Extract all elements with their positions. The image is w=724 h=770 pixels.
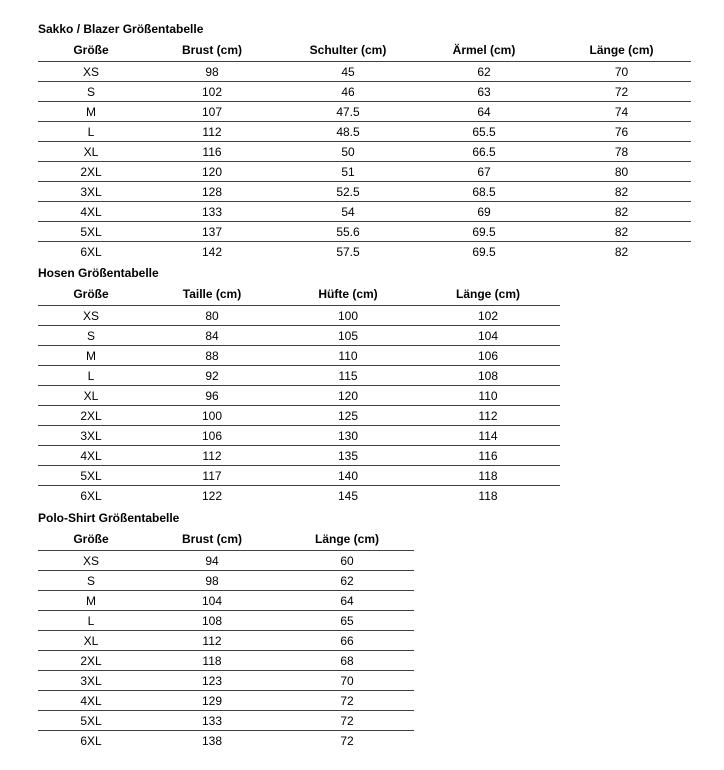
table-row bbox=[38, 571, 414, 591]
measurement-cell: 115 bbox=[338, 368, 358, 383]
size-cell: 4XL bbox=[80, 448, 102, 463]
table-row bbox=[38, 446, 560, 466]
table-header-row bbox=[38, 529, 414, 551]
size-cell: XL bbox=[83, 144, 99, 159]
column-header: Größe bbox=[73, 43, 109, 57]
size-cell: M bbox=[86, 104, 96, 119]
size-cell: L bbox=[87, 124, 95, 139]
measurement-cell: 120 bbox=[337, 388, 359, 403]
size-cell: 6XL bbox=[80, 244, 102, 259]
table-row bbox=[38, 731, 414, 751]
measurement-cell: 46 bbox=[341, 84, 355, 99]
size-cell: 4XL bbox=[80, 204, 102, 219]
size-cell: XL bbox=[83, 633, 99, 648]
size-cell: S bbox=[86, 573, 95, 588]
column-header: Schulter (cm) bbox=[309, 43, 387, 57]
measurement-cell: 72 bbox=[614, 84, 629, 99]
measurement-cell: 123 bbox=[201, 673, 223, 688]
column-header: Brust (cm) bbox=[181, 43, 242, 57]
table-row bbox=[38, 551, 414, 571]
measurement-cell: 69 bbox=[477, 204, 491, 219]
column-header: Hüfte (cm) bbox=[318, 287, 378, 301]
measurement-cell: 60 bbox=[340, 553, 354, 568]
measurement-cell: 112 bbox=[202, 124, 222, 139]
measurement-cell: 112 bbox=[478, 408, 498, 423]
table-row bbox=[38, 426, 560, 446]
measurement-cell: 94 bbox=[205, 553, 219, 568]
table-row bbox=[38, 386, 560, 406]
table-row bbox=[38, 162, 691, 182]
size-cell: 2XL bbox=[80, 408, 102, 423]
size-cell: 4XL bbox=[80, 693, 102, 708]
size-cell: XS bbox=[82, 308, 99, 323]
table-row bbox=[38, 486, 560, 506]
table-row bbox=[38, 406, 560, 426]
measurement-cell: 118 bbox=[478, 468, 498, 483]
column-header: Länge (cm) bbox=[314, 532, 379, 546]
size-cell: 3XL bbox=[80, 428, 102, 443]
table-row bbox=[38, 591, 414, 611]
measurement-cell: 45 bbox=[341, 64, 355, 79]
table-row bbox=[38, 466, 560, 486]
pants-size-table bbox=[38, 284, 560, 505]
measurement-cell: 66.5 bbox=[472, 144, 496, 159]
measurement-cell: 48.5 bbox=[336, 124, 360, 139]
measurement-cell: 72 bbox=[340, 713, 354, 728]
size-cell: 5XL bbox=[80, 468, 102, 483]
blazer-table-title: Sakko / Blazer Größentabelle bbox=[38, 22, 204, 36]
measurement-cell: 68 bbox=[340, 653, 354, 668]
table-row bbox=[38, 631, 414, 651]
measurement-cell: 110 bbox=[478, 388, 498, 403]
measurement-cell: 72 bbox=[340, 693, 354, 708]
size-cell: L bbox=[87, 368, 95, 383]
table-row bbox=[38, 222, 691, 242]
table-header-row bbox=[38, 284, 560, 306]
measurement-cell: 133 bbox=[201, 713, 223, 728]
table-row bbox=[38, 671, 414, 691]
measurement-cell: 84 bbox=[205, 328, 219, 343]
measurement-cell: 129 bbox=[201, 693, 223, 708]
size-cell: 5XL bbox=[80, 713, 102, 728]
measurement-cell: 57.5 bbox=[336, 244, 360, 259]
table-row bbox=[38, 611, 414, 631]
measurement-cell: 106 bbox=[477, 348, 499, 363]
size-cell: XL bbox=[83, 388, 99, 403]
measurement-cell: 62 bbox=[340, 573, 354, 588]
measurement-cell: 106 bbox=[201, 428, 223, 443]
measurement-cell: 66 bbox=[340, 633, 354, 648]
measurement-cell: 110 bbox=[338, 348, 358, 363]
size-cell: S bbox=[86, 328, 95, 343]
measurement-cell: 130 bbox=[337, 428, 359, 443]
measurement-cell: 137 bbox=[201, 224, 223, 239]
measurement-cell: 112 bbox=[202, 633, 222, 648]
measurement-cell: 102 bbox=[201, 84, 223, 99]
measurement-cell: 118 bbox=[202, 653, 222, 668]
measurement-cell: 105 bbox=[337, 328, 359, 343]
size-cell: S bbox=[86, 84, 95, 99]
size-cell: XS bbox=[82, 64, 99, 79]
measurement-cell: 54 bbox=[341, 204, 355, 219]
measurement-cell: 92 bbox=[205, 368, 219, 383]
measurement-cell: 138 bbox=[201, 733, 223, 748]
measurement-cell: 80 bbox=[614, 164, 629, 179]
measurement-cell: 120 bbox=[201, 164, 223, 179]
table-row bbox=[38, 711, 414, 731]
measurement-cell: 145 bbox=[337, 488, 359, 503]
measurement-cell: 100 bbox=[337, 308, 359, 323]
column-header: Länge (cm) bbox=[455, 287, 520, 301]
column-header: Taille (cm) bbox=[182, 287, 242, 301]
measurement-cell: 70 bbox=[340, 673, 354, 688]
measurement-cell: 122 bbox=[201, 488, 223, 503]
measurement-cell: 112 bbox=[202, 448, 222, 463]
measurement-cell: 98 bbox=[205, 64, 219, 79]
measurement-cell: 65.5 bbox=[472, 124, 496, 139]
column-header: Ärmel (cm) bbox=[452, 43, 516, 57]
measurement-cell: 69.5 bbox=[472, 224, 496, 239]
column-header: Größe bbox=[73, 532, 109, 546]
size-cell: L bbox=[87, 613, 95, 628]
size-cell: M bbox=[86, 348, 96, 363]
table-row bbox=[38, 306, 560, 326]
measurement-cell: 70 bbox=[614, 64, 629, 79]
table-row bbox=[38, 346, 560, 366]
measurement-cell: 100 bbox=[201, 408, 223, 423]
measurement-cell: 82 bbox=[614, 204, 629, 219]
measurement-cell: 108 bbox=[477, 368, 499, 383]
column-header: Brust (cm) bbox=[181, 532, 242, 546]
measurement-cell: 88 bbox=[205, 348, 219, 363]
table-row bbox=[38, 326, 560, 346]
column-header: Größe bbox=[73, 287, 109, 301]
measurement-cell: 102 bbox=[477, 308, 499, 323]
size-cell: 3XL bbox=[80, 673, 102, 688]
table-row bbox=[38, 62, 691, 82]
measurement-cell: 128 bbox=[201, 184, 223, 199]
measurement-cell: 104 bbox=[201, 593, 223, 608]
measurement-cell: 107 bbox=[201, 104, 223, 119]
polo-table-title: Polo-Shirt Größentabelle bbox=[38, 511, 180, 525]
measurement-cell: 55.6 bbox=[336, 224, 360, 239]
measurement-cell: 67 bbox=[477, 164, 491, 179]
measurement-cell: 118 bbox=[478, 488, 498, 503]
measurement-cell: 117 bbox=[202, 468, 222, 483]
size-cell: M bbox=[86, 593, 96, 608]
measurement-cell: 78 bbox=[614, 144, 629, 159]
measurement-cell: 74 bbox=[614, 104, 629, 119]
table-row bbox=[38, 122, 691, 142]
table-row bbox=[38, 691, 414, 711]
measurement-cell: 47.5 bbox=[336, 104, 360, 119]
size-cell: 6XL bbox=[80, 733, 102, 748]
measurement-cell: 133 bbox=[201, 204, 223, 219]
size-cell: 6XL bbox=[80, 488, 102, 503]
measurement-cell: 140 bbox=[337, 468, 359, 483]
size-cell: XS bbox=[82, 553, 99, 568]
measurement-cell: 62 bbox=[477, 64, 491, 79]
measurement-cell: 64 bbox=[340, 593, 354, 608]
measurement-cell: 104 bbox=[477, 328, 499, 343]
table-row bbox=[38, 366, 560, 386]
measurement-cell: 82 bbox=[614, 244, 629, 259]
measurement-cell: 68.5 bbox=[472, 184, 496, 199]
measurement-cell: 69.5 bbox=[472, 244, 496, 259]
measurement-cell: 72 bbox=[340, 733, 354, 748]
measurement-cell: 80 bbox=[205, 308, 219, 323]
table-row bbox=[38, 102, 691, 122]
table-row bbox=[38, 242, 691, 262]
measurement-cell: 108 bbox=[201, 613, 223, 628]
size-cell: 5XL bbox=[80, 224, 102, 239]
table-header-row bbox=[38, 40, 691, 62]
table-row bbox=[38, 182, 691, 202]
size-cell: 3XL bbox=[80, 184, 102, 199]
blazer-size-table bbox=[38, 40, 691, 261]
measurement-cell: 82 bbox=[614, 224, 629, 239]
measurement-cell: 51 bbox=[341, 164, 355, 179]
table-row bbox=[38, 651, 414, 671]
measurement-cell: 64 bbox=[477, 104, 491, 119]
measurement-cell: 98 bbox=[205, 573, 219, 588]
measurement-cell: 116 bbox=[478, 448, 498, 463]
measurement-cell: 63 bbox=[477, 84, 491, 99]
measurement-cell: 76 bbox=[614, 124, 629, 139]
polo-size-table bbox=[38, 529, 414, 750]
pants-table-title: Hosen Größentabelle bbox=[38, 266, 159, 280]
measurement-cell: 50 bbox=[341, 144, 355, 159]
measurement-cell: 135 bbox=[337, 448, 359, 463]
measurement-cell: 52.5 bbox=[336, 184, 360, 199]
table-row bbox=[38, 82, 691, 102]
measurement-cell: 116 bbox=[202, 144, 222, 159]
measurement-cell: 82 bbox=[614, 184, 629, 199]
measurement-cell: 125 bbox=[337, 408, 359, 423]
blazer-size-section bbox=[38, 18, 691, 261]
polo-size-section bbox=[38, 507, 414, 750]
table-row bbox=[38, 142, 691, 162]
measurement-cell: 142 bbox=[201, 244, 223, 259]
table-row bbox=[38, 202, 691, 222]
measurement-cell: 65 bbox=[340, 613, 354, 628]
size-cell: 2XL bbox=[80, 164, 102, 179]
column-header: Länge (cm) bbox=[589, 43, 654, 57]
measurement-cell: 96 bbox=[205, 388, 219, 403]
measurement-cell: 114 bbox=[478, 428, 498, 443]
pants-size-section bbox=[38, 262, 560, 505]
size-cell: 2XL bbox=[80, 653, 102, 668]
